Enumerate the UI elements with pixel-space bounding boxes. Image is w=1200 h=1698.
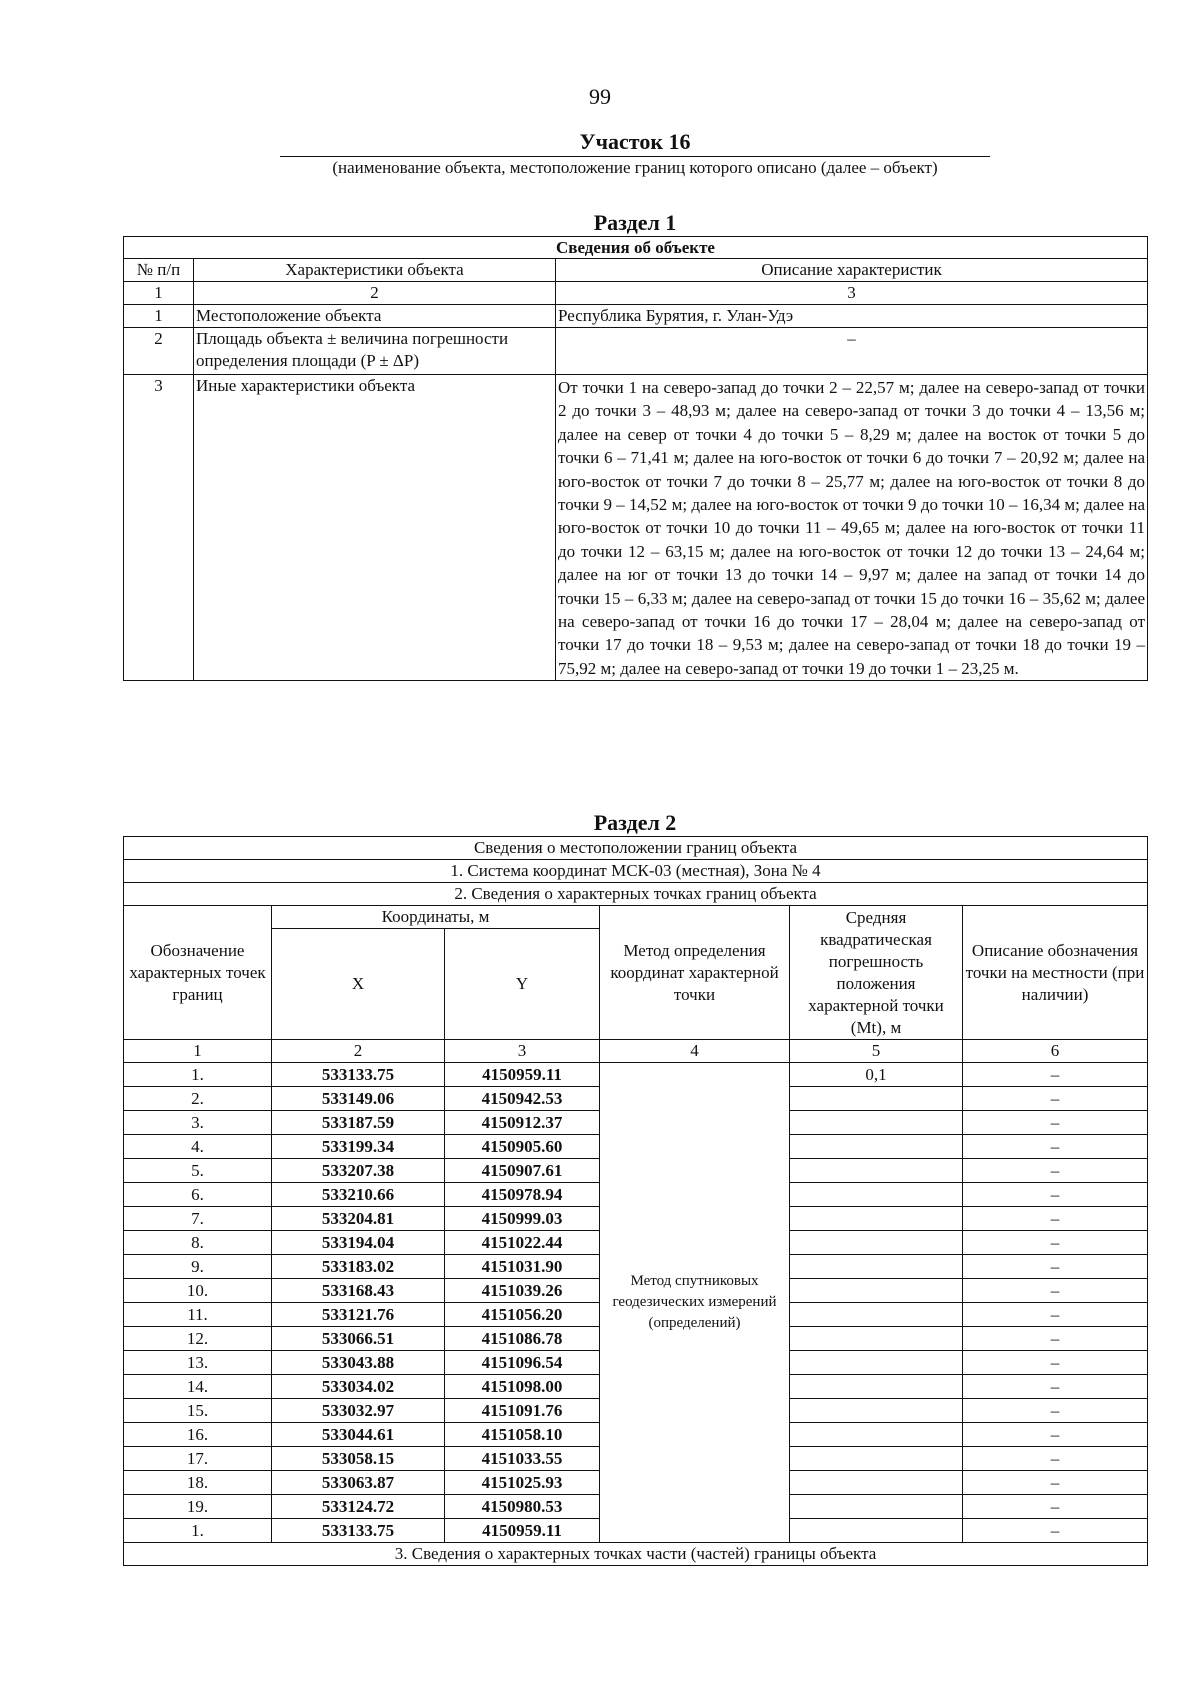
point-x: 533168.43 [272,1279,445,1303]
section-2-title: Раздел 2 [593,810,677,835]
table-row [124,328,1148,375]
point-description: – [963,1087,1148,1111]
point-label: 15. [124,1399,272,1423]
column-number: 3 [445,1040,600,1063]
column-number: 4 [600,1040,790,1063]
point-x: 533058.15 [272,1447,445,1471]
header-y: Y [445,929,600,1040]
point-mt [790,1135,963,1159]
point-description: – [963,1447,1148,1471]
characteristic-name: Местоположение объекта [194,305,556,328]
point-mt [790,1375,963,1399]
column-number: 5 [790,1040,963,1063]
table-row [124,375,1148,681]
object-caption: (наименование объекта, местоположение границ которого описано (далее – объект) [332,158,938,177]
point-y: 4151086.78 [445,1327,600,1351]
column-number: 1 [124,1040,272,1063]
point-x: 533032.97 [272,1399,445,1423]
point-description: – [963,1255,1148,1279]
point-mt [790,1423,963,1447]
point-description: – [963,1399,1148,1423]
table-row [124,1063,1148,1087]
point-description: – [963,1471,1148,1495]
point-description: – [963,1423,1148,1447]
point-description: – [963,1135,1148,1159]
point-x: 533207.38 [272,1159,445,1183]
point-label: 18. [124,1471,272,1495]
characteristic-name: Иные характеристики объекта [194,375,556,681]
point-mt [790,1279,963,1303]
header-characteristic: Характеристики объекта [194,259,556,282]
point-y: 4150912.37 [445,1111,600,1135]
point-x: 533187.59 [272,1111,445,1135]
point-description: – [963,1279,1148,1303]
points-title: 2. Сведения о характерных точках границ объекта [124,883,1148,906]
point-label: 6. [124,1183,272,1207]
point-label: 1. [124,1063,272,1087]
points-body [124,1063,1148,1543]
point-label: 13. [124,1351,272,1375]
point-mt [790,1471,963,1495]
point-x: 533199.34 [272,1135,445,1159]
point-label: 5. [124,1159,272,1183]
point-description: – [963,1327,1148,1351]
characteristic-value: – [556,328,1148,375]
column-number: 3 [556,282,1148,305]
point-y: 4150959.11 [445,1519,600,1543]
point-y: 4150980.53 [445,1495,600,1519]
point-label: 14. [124,1375,272,1399]
characteristic-value: От точки 1 на северо-запад до точки 2 – 22,57 м; далее на северо-запад от точки 2 до точки 3 – 48,93 м; далее на северо-запад от точки 3 до точки 4 – 13,56 м; далее на север от точки 4 до точки 5 – 8,29 м; далее на восток от точки 5 до точки 6 – 71,41 м; далее на юго-восток от точки 6 до точки 7 – 20,92 м; далее на юго-восток от точки 7 до точки 8 – 25,77 м; далее на юго-восток от точки 8 до точки 9 – 14,52 м; далее на юго-восток от точки 9 до точки 10 – 16,34 м; далее на юго-восток от точки 10 до точки 11 – 49,65 м; далее на юго-восток от точки 11 до точки 12 – 63,15 м; далее на юго-восток от точки 12 до точки 13 – 24,64 м; далее на юг от точки 13 до точки 14 – 9,97 м; далее на запад от точки 14 до точки 15 – 6,33 м; далее на северо-запад от точки 15 до точки 16 – 35,62 м; далее на северо-запад от точки 16 до точки 17 – 28,04 м; далее на северо-запад от точки 17 до точки 18 – 9,53 м; далее на северо-запад от точки 18 до точки 19 – 75,92 м; далее на северо-запад от точки 19 до точки 1 – 23,25 м. [556,375,1148,681]
point-x: 533210.66 [272,1183,445,1207]
point-x: 533043.88 [272,1351,445,1375]
point-description: – [963,1519,1148,1543]
header-description: Описание характеристик [556,259,1148,282]
point-mt [790,1183,963,1207]
header-num: № п/п [124,259,194,282]
point-y: 4150905.60 [445,1135,600,1159]
point-description: – [963,1207,1148,1231]
point-label: 17. [124,1447,272,1471]
point-y: 4151039.26 [445,1279,600,1303]
header-point: Обозначение характерных точек границ [124,906,272,1040]
point-mt: 0,1 [790,1063,963,1087]
section-1-title: Раздел 1 [593,210,677,235]
point-x: 533194.04 [272,1231,445,1255]
object-info-table-title: Сведения об объекте [124,237,1148,259]
point-y: 4151091.76 [445,1399,600,1423]
point-x: 533063.87 [272,1471,445,1495]
point-label: 16. [124,1423,272,1447]
point-label: 10. [124,1279,272,1303]
point-description: – [963,1375,1148,1399]
point-y: 4150978.94 [445,1183,600,1207]
object-info-table [123,236,1148,681]
point-x: 533133.75 [272,1063,445,1087]
point-description: – [963,1183,1148,1207]
point-x: 533044.61 [272,1423,445,1447]
point-x: 533133.75 [272,1519,445,1543]
header-point-description: Описание обозначения точки на местности (при наличии) [963,906,1148,1040]
header-x: X [272,929,445,1040]
point-y: 4151031.90 [445,1255,600,1279]
characteristic-value: Республика Бурятия, г. Улан-Удэ [556,305,1148,328]
point-label: 1. [124,1519,272,1543]
point-description: – [963,1159,1148,1183]
row-number: 2 [124,328,194,375]
point-x: 533034.02 [272,1375,445,1399]
point-label: 2. [124,1087,272,1111]
point-label: 3. [124,1111,272,1135]
point-mt [790,1495,963,1519]
column-number: 2 [272,1040,445,1063]
point-y: 4151022.44 [445,1231,600,1255]
table-row [124,305,1148,328]
characteristic-name: Площадь объекта ± величина погрешности определения площади (P ± ΔP) [194,328,556,375]
point-x: 533204.81 [272,1207,445,1231]
header-mt: Средняя квадратическая погрешность положения характерной точки (Mt), м [790,906,963,1040]
boundary-points-table [123,836,1148,1566]
point-label: 8. [124,1231,272,1255]
point-mt [790,1159,963,1183]
point-mt [790,1519,963,1543]
point-label: 7. [124,1207,272,1231]
row-number: 3 [124,375,194,681]
point-y: 4151025.93 [445,1471,600,1495]
point-x: 533149.06 [272,1087,445,1111]
object-name: Участок 16 [280,128,990,157]
point-y: 4151058.10 [445,1423,600,1447]
point-mt [790,1351,963,1375]
header-method: Метод определения координат характерной точки [600,906,790,1040]
point-mt [790,1087,963,1111]
column-number: 1 [124,282,194,305]
point-y: 4151098.00 [445,1375,600,1399]
parts-title: 3. Сведения о характерных точках части (частей) границы объекта [124,1543,1148,1566]
point-x: 533124.72 [272,1495,445,1519]
page-number: 99 [589,84,611,109]
point-label: 9. [124,1255,272,1279]
column-number: 2 [194,282,556,305]
point-label: 12. [124,1327,272,1351]
point-y: 4150907.61 [445,1159,600,1183]
point-mt [790,1111,963,1135]
point-description: – [963,1111,1148,1135]
point-label: 19. [124,1495,272,1519]
point-mt [790,1399,963,1423]
coordinate-system: 1. Система координат МСК-03 (местная), Зона № 4 [124,860,1148,883]
point-y: 4151033.55 [445,1447,600,1471]
point-description: – [963,1351,1148,1375]
point-label: 4. [124,1135,272,1159]
point-description: – [963,1495,1148,1519]
point-x: 533121.76 [272,1303,445,1327]
point-x: 533183.02 [272,1255,445,1279]
point-mt [790,1207,963,1231]
point-mt [790,1447,963,1471]
point-mt [790,1303,963,1327]
point-description: – [963,1231,1148,1255]
point-y: 4151056.20 [445,1303,600,1327]
header-coords: Координаты, м [272,906,600,929]
boundary-table-title: Сведения о местоположении границ объекта [124,837,1148,860]
point-x: 533066.51 [272,1327,445,1351]
point-mt [790,1231,963,1255]
point-label: 11. [124,1303,272,1327]
column-number: 6 [963,1040,1148,1063]
point-y: 4150959.11 [445,1063,600,1087]
point-y: 4151096.54 [445,1351,600,1375]
point-y: 4150999.03 [445,1207,600,1231]
point-y: 4150942.53 [445,1087,600,1111]
row-number: 1 [124,305,194,328]
point-mt [790,1255,963,1279]
point-mt [790,1327,963,1351]
method-cell: Метод спутниковых геодезических измерений (определений) [600,1063,790,1543]
point-description: – [963,1063,1148,1087]
point-description: – [963,1303,1148,1327]
